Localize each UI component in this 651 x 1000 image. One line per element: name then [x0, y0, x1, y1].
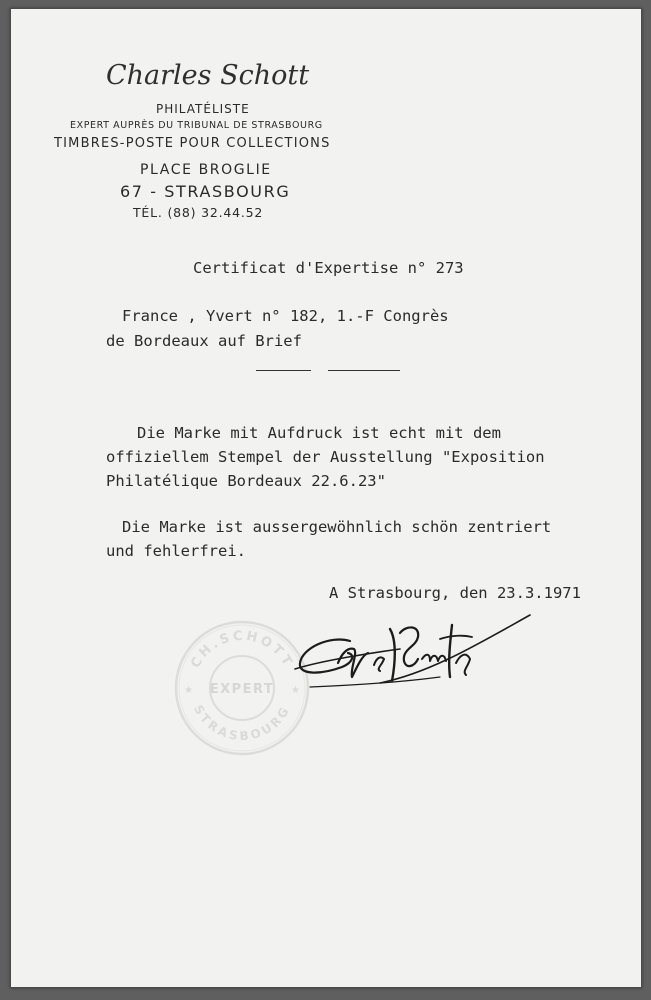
paragraph1-line3: Philatélique Bordeaux 22.6.23"	[106, 472, 386, 490]
paragraph2-line2: und fehlerfrei.	[106, 542, 246, 560]
handwritten-signature	[280, 603, 540, 723]
seal-star-left-icon: ★	[184, 685, 193, 696]
divider-short	[256, 370, 311, 371]
certificate-heading: Certificat d'Expertise n° 273	[193, 259, 464, 277]
letterhead-title: PHILATÉLISTE	[156, 102, 250, 116]
letterhead-name: Charles Schott	[106, 60, 310, 91]
letterhead-expert-line: EXPERT AUPRÈS DU TRIBUNAL DE STRASBOURG	[70, 120, 323, 131]
letterhead-phone: TÉL. (88) 32.44.52	[133, 205, 264, 220]
seal-top-text: CH.SCHOTT	[188, 628, 296, 671]
place-date: A Strasbourg, den 23.3.1971	[329, 584, 581, 602]
seal-star-right-icon: ★	[291, 685, 300, 696]
divider-long	[328, 370, 400, 371]
paragraph2-line1: Die Marke ist aussergewöhnlich schön zentriert	[122, 518, 552, 536]
subject-line-2: de Bordeaux auf Brief	[106, 332, 302, 350]
seal-center-text: EXPERT	[209, 682, 275, 697]
letterhead-city: 67 - STRASBOURG	[120, 182, 291, 201]
seal-bottom-text: STRASBOURG	[191, 702, 294, 744]
letterhead-business: TIMBRES-POSTE POUR COLLECTIONS	[54, 136, 331, 151]
subject-line-1: France , Yvert n° 182, 1.-F Congrès	[122, 307, 449, 325]
certificate-sheet	[10, 8, 642, 988]
letterhead-street: PLACE BROGLIE	[140, 162, 272, 178]
paragraph1-line1: Die Marke mit Aufdruck ist echt mit dem	[137, 424, 501, 442]
paragraph1-line2: offiziellem Stempel der Ausstellung "Exposition	[106, 448, 545, 466]
